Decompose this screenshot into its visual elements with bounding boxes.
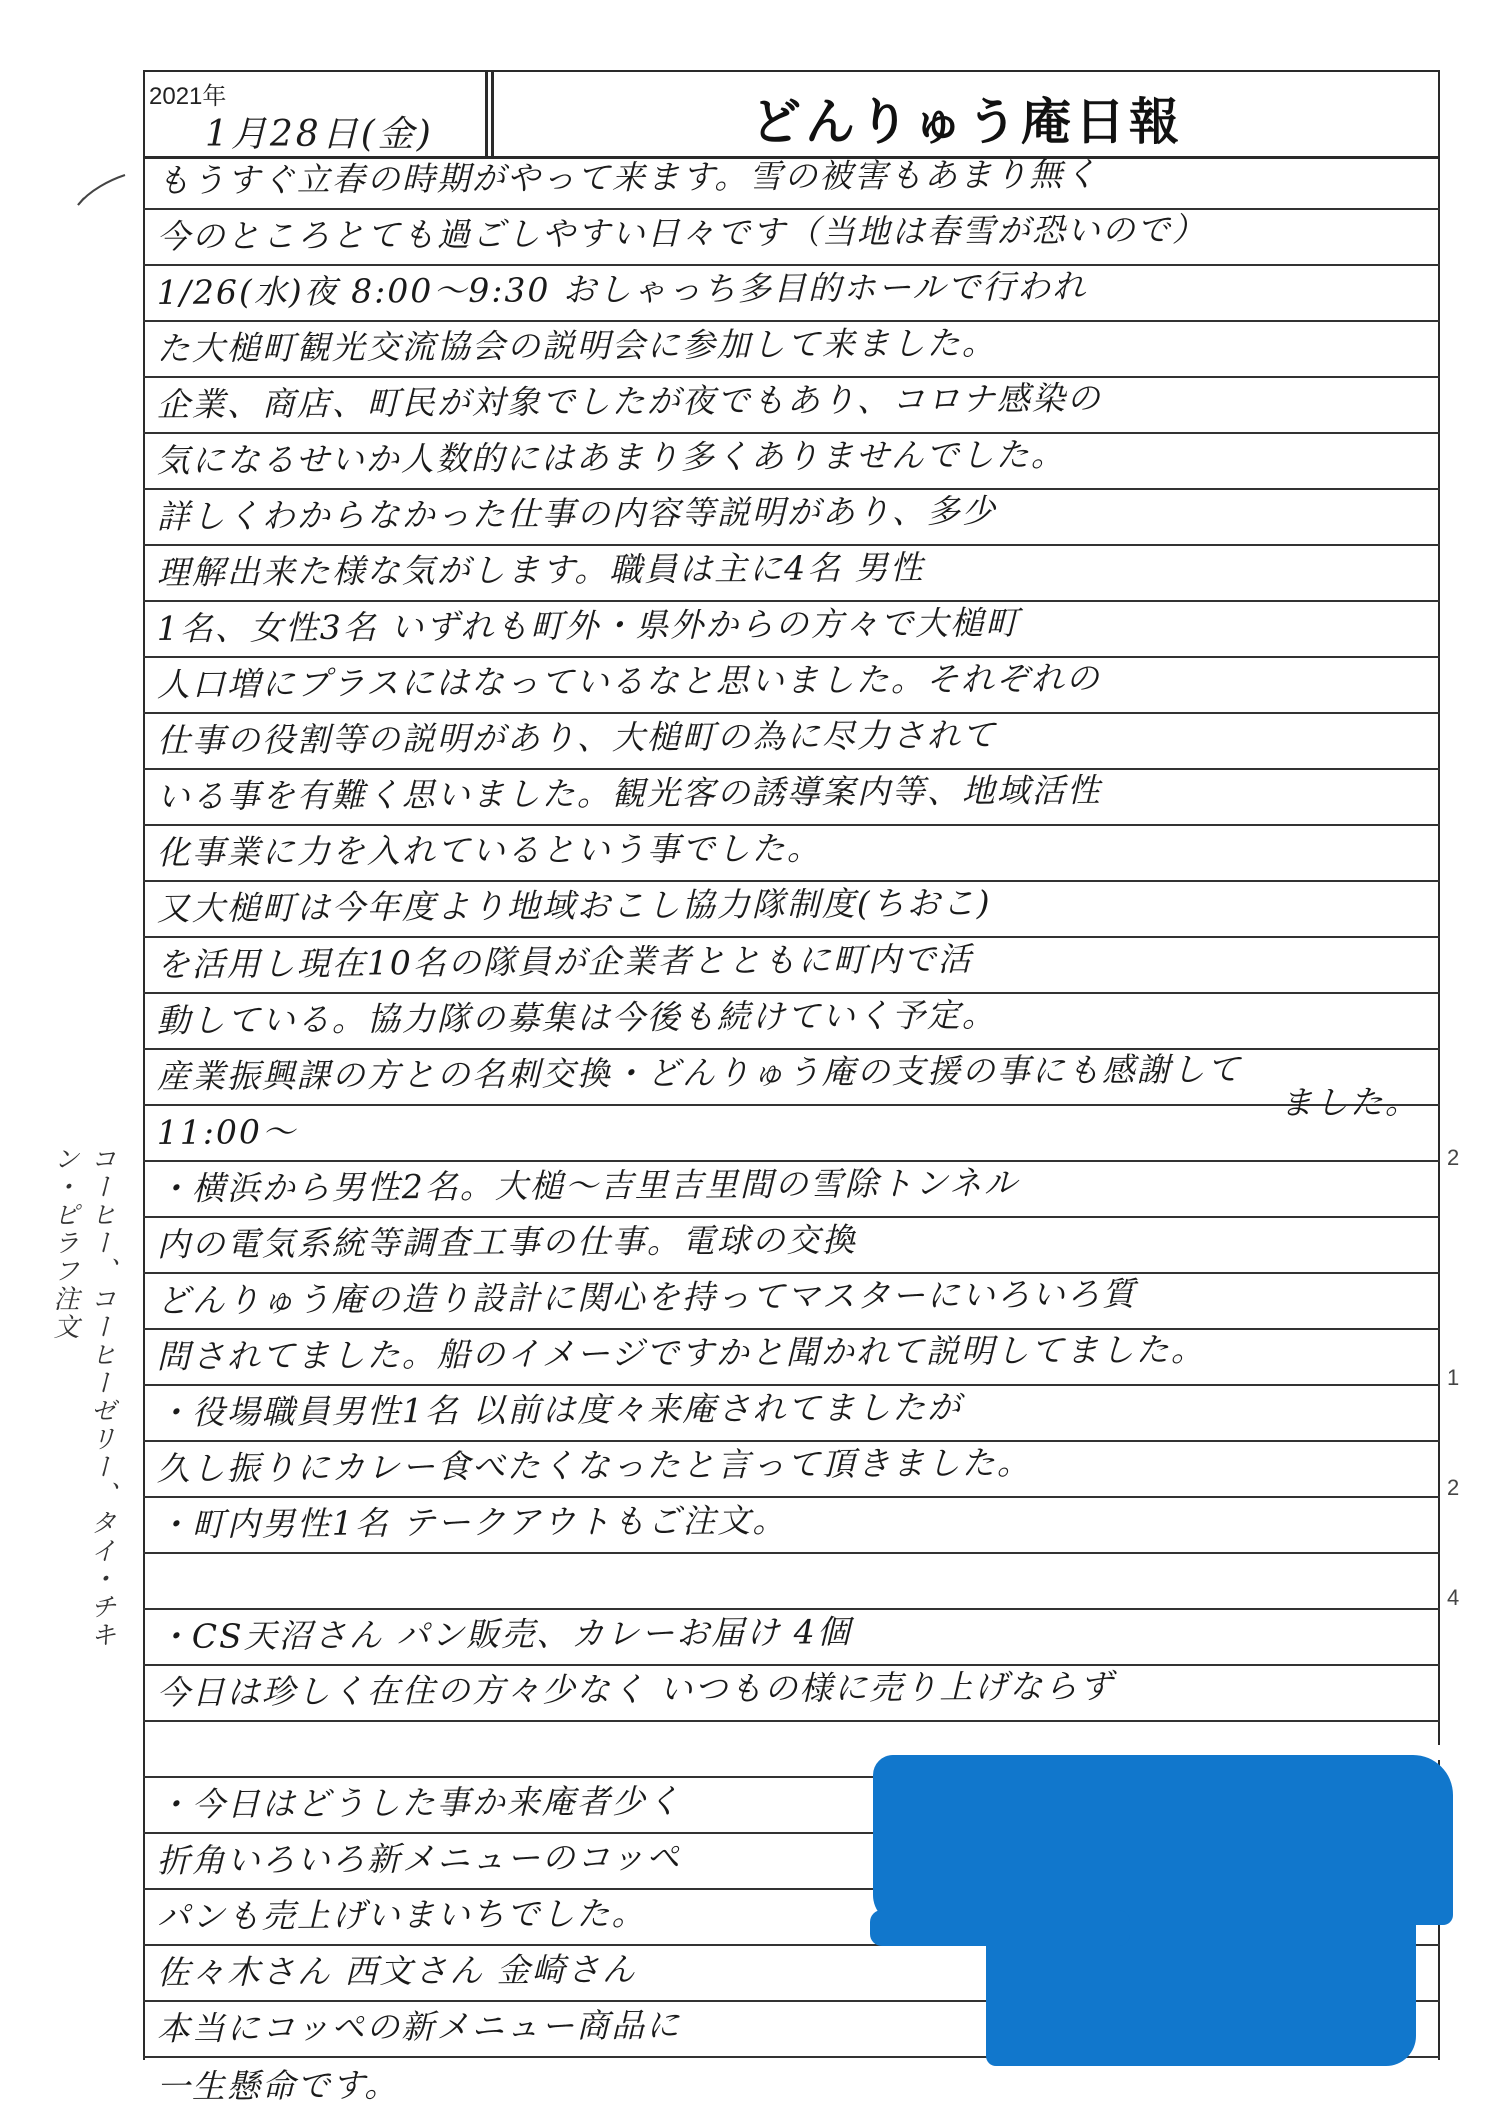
- ruled-line: [143, 322, 1440, 378]
- line-text: 産業振興課の方との名刺交換・どんりゅう庵の支援の事にも感謝して: [156, 1049, 1242, 1096]
- line-text: 久し振りにカレー食べたくなったと言って頂きました。: [156, 1442, 1032, 1488]
- line-text: 佐々木さん 西文さん 金崎さん: [156, 1949, 637, 1992]
- line-text: 1名、女性3名 いずれも町外・県外からの方々で大槌町: [156, 602, 1021, 649]
- side-number: 2: [1447, 1475, 1460, 1500]
- line-text: 理解出来た様な気がします。職員は主に4名 男性: [156, 547, 925, 593]
- line-text: 11:00〜: [156, 1112, 298, 1152]
- line-text: 人口増にプラスにはなっているなと思いました。それぞれの: [156, 658, 1101, 705]
- ruled-line: [143, 490, 1440, 546]
- ruled-line: [143, 1666, 1440, 1722]
- line-text: もうすぐ立春の時期がやって来ます。雪の被害もあまり無く: [156, 154, 1100, 201]
- line-text: た大槌町観光交流協会の説明会に参加して来ました。: [156, 323, 997, 369]
- title-box: [491, 72, 1440, 156]
- side-number: 4: [1447, 1585, 1460, 1610]
- ruled-line: [143, 938, 1440, 994]
- line-text: 1/26(水)夜 8:00〜9:30 おしゃっち多目的ホールで行われ: [156, 266, 1088, 313]
- line-text: いる事を有難く思いました。観光客の誘導案内等、地域活性: [156, 770, 1102, 817]
- trailing-note: ました。: [1279, 1082, 1420, 1123]
- ruled-line: [143, 994, 1440, 1050]
- side-number: 2: [1447, 1145, 1460, 1170]
- line-text: 今のところとても過ごしやすい日々です（当地は春雪が恐いので）: [156, 209, 1207, 257]
- handwritten-date: 1月28日(金): [205, 114, 434, 155]
- ruled-line: [143, 826, 1440, 882]
- report-header: [143, 70, 1440, 159]
- line-text: ・町内男性1名 テークアウトもご注文。: [156, 1500, 788, 1544]
- line-text: パンも売上げいまいちでした。: [156, 1893, 647, 1936]
- line-text: 折角いろいろ新メニューのコッペ: [156, 1837, 682, 1880]
- pen-stroke-mark: [70, 170, 130, 210]
- line-text: 今日は珍しく在住の方々少なく いつもの様に売り上げならず: [156, 1666, 1115, 1712]
- line-text: 動している。協力隊の募集は今後も続けていく予定。: [156, 995, 997, 1040]
- ruled-line: [143, 210, 1440, 266]
- redaction-block-lower: [986, 1875, 1416, 2066]
- ruled-line: [143, 602, 1440, 658]
- ruled-line: [143, 1162, 1440, 1218]
- line-text: ・役場職員男性1名 以前は度々来庵されてましたが: [156, 1387, 963, 1432]
- date-box: [143, 72, 488, 156]
- line-text: 化事業に力を入れているという事でした。: [156, 828, 822, 873]
- ruled-line: [143, 1442, 1440, 1498]
- line-text: を活用し現在10名の隊員が企業者とともに町内で活: [156, 939, 973, 985]
- year-label: 2021年: [149, 83, 227, 110]
- line-text: 仕事の役割等の説明があり、大槌町の為に尽力されて: [156, 715, 997, 761]
- ruled-line: [143, 266, 1440, 322]
- ruled-line: [143, 154, 1440, 210]
- page-title: どんりゅう庵日報: [751, 93, 1183, 151]
- line-text: 本当にコッペの新メニュー商品に: [156, 2005, 682, 2048]
- ruled-line: [143, 658, 1440, 714]
- line-text: 又大槌町は今年度より地域おこし協力隊制度(ちおこ): [156, 883, 992, 929]
- line-text: 内の電気系統等調査工事の仕事。電球の交換: [156, 1220, 857, 1264]
- ruled-line: [143, 1386, 1440, 1442]
- ruled-line: [143, 1610, 1440, 1666]
- ruled-line: [143, 770, 1440, 826]
- line-text: 企業、商店、町民が対象でしたが夜でもあり、コロナ感染の: [156, 378, 1102, 425]
- line-text: ・横浜から男性2名。大槌〜吉里吉里間の雪除トンネル: [156, 1162, 1019, 1208]
- ruled-line: [143, 434, 1440, 490]
- side-number: 1: [1447, 1365, 1460, 1390]
- ruled-line: [143, 1082, 1440, 1162]
- ruled-line: [143, 714, 1440, 770]
- ruled-line: [143, 546, 1440, 602]
- margin-note: コーヒー、コーヒーゼリー、タイ・チキン・ピラフ注文: [49, 1145, 116, 1649]
- ruled-line: [143, 378, 1440, 434]
- ruled-line: [143, 1498, 1440, 1554]
- line-text: 詳しくわからなかった仕事の内容等説明があり、多少: [156, 491, 997, 537]
- ruled-line: [143, 2058, 1440, 2114]
- ruled-line: [143, 1218, 1440, 1274]
- redaction-stroke: [870, 1910, 1130, 1946]
- line-text: ・CS天沼さん パン販売、カレーお届け 4個: [156, 1612, 852, 1656]
- line-text: ・今日はどうした事か来庵者少く: [156, 1781, 682, 1824]
- line-text: 問されてました。船のイメージですかと聞かれて説明してました。: [156, 1329, 1206, 1376]
- line-text: 気になるせいか人数的にはあまり多くありませんでした。: [156, 434, 1066, 481]
- line-text: [157, 1593, 1432, 1602]
- ruled-line: [143, 1330, 1440, 1386]
- ruled-line: [143, 1554, 1440, 1610]
- ruled-line: [143, 1274, 1440, 1330]
- ruled-line: [143, 882, 1440, 938]
- line-text: 一生懸命です。: [156, 2065, 400, 2106]
- line-text: どんりゅう庵の造り設計に関心を持ってマスターにいろいろ質: [156, 1274, 1137, 1320]
